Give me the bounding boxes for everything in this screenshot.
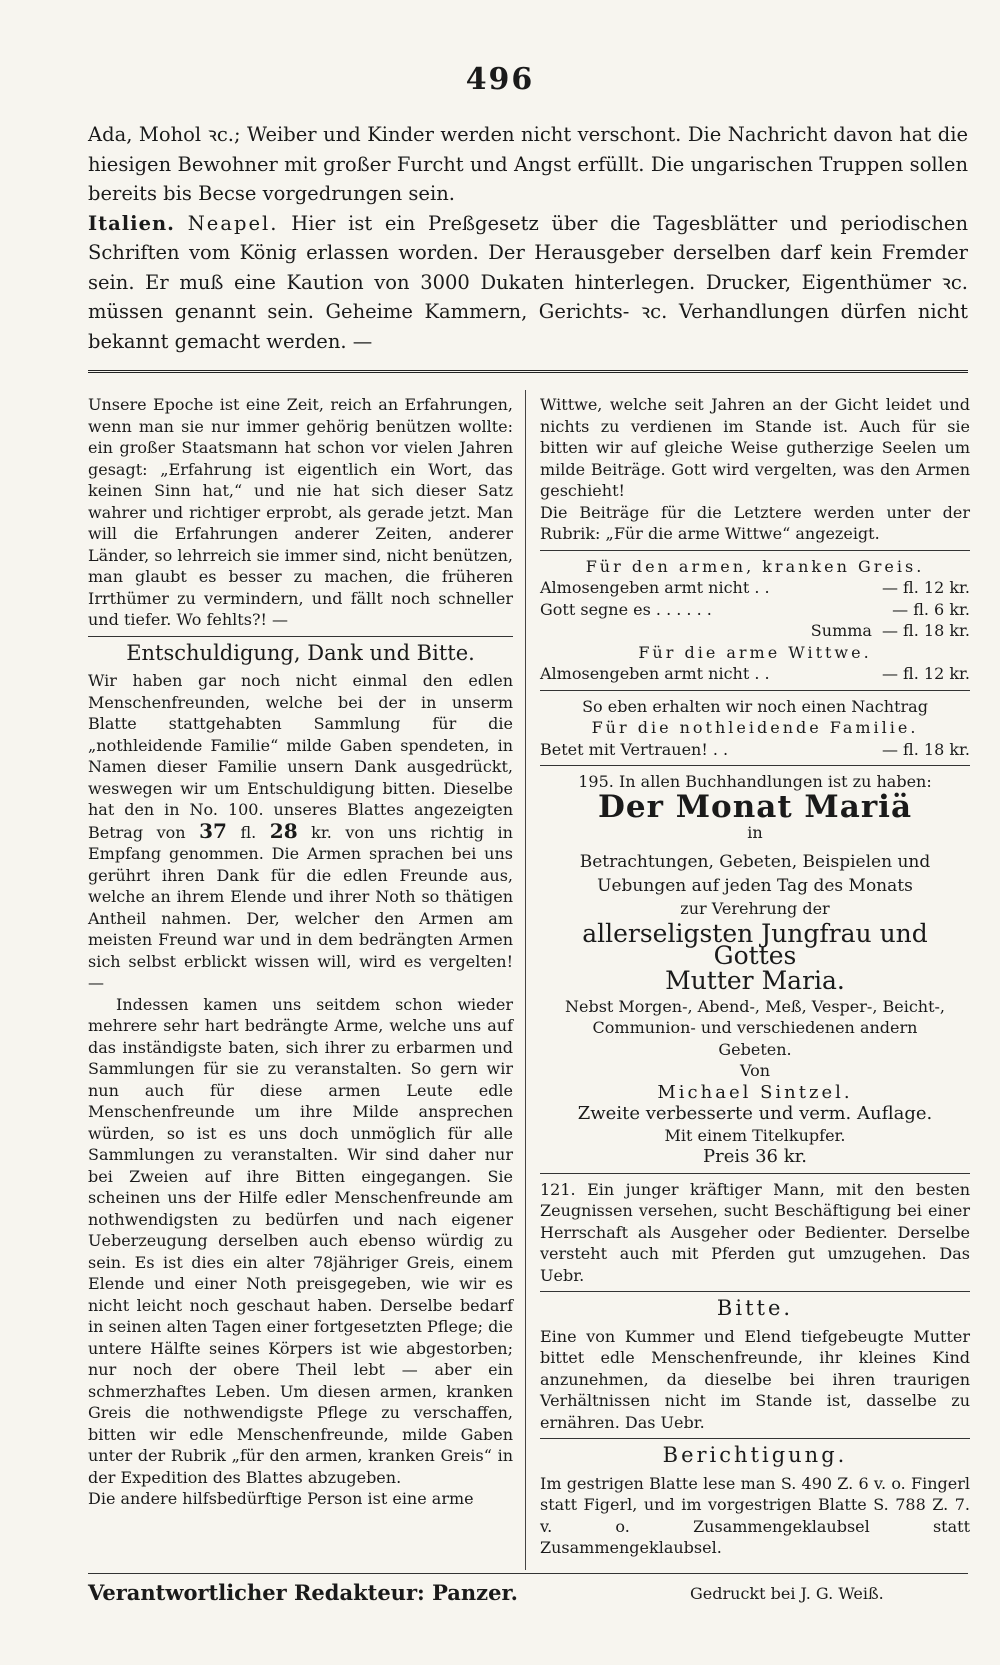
rule <box>540 550 970 551</box>
book-in: in <box>747 823 763 842</box>
book-von: Von <box>739 1061 771 1080</box>
apology-text-pre: Wir haben gar noch nicht einmal den edlen Menschenfreunden, welche bei der in unserm Blatte stattgehabten Sammlung für die „nothleidende Familie“ milde Gaben spendeten, in Namen dieser Familie unsern Dank ausgedrückt, weswegen wir um Entschuldigung bitten. Dieselbe hat den in No. 100. unseres Blattes angezeigten Betrag von <box>88 671 513 842</box>
apology-paragraph-2: Indessen kamen uns seitdem schon wieder mehrere sehr hart bedrängte Arme, welche uns auf das inständigste baten, sich ihrer zu erbarmen und Sammlungen für sie zu veranstalten. So gern wir nun auch für diese armen Leute edle Menschenfreunde um ihre Milde ansprechen würden, so ist es uns doch unmöglich für alle Sammlungen zu veranstalten. Wir sind daher nur bei Zweien auf ihre Bitten eingegangen. Sie scheinen uns der Hilfe edler Menschenfreunde am nothwendigsten zu bedürfen und nach eigener Ueberzeugung derselben auch ebenso würdig zu sein. Es ist dies ein alter 78jähriger Greis, einem Elende und einer Noth preisgegeben, wie wir es nicht leicht noch geschaut haben. Derselbe bedarf in seinen alten Tagen einer fortgesetzten Pflege; die untere Hälfte seines Körpers ist wie abgestorben; nur noch der obere Theil lebt — aber ein schmerzhaftes Leben. Um diesen armen, kranken Greis die nothwendigste Pflege zu verschaffen, bitten wir edle Menschenfreunde, milde Gaben unter der Rubrik „für den armen, kranken Greis“ in der Expedition des Blattes abzugeben. <box>88 994 513 1487</box>
apology-heading: Entschuldigung, Dank und Bitte. <box>126 640 475 665</box>
book-price: Preis 36 kr. <box>703 1146 807 1167</box>
rule <box>88 636 513 637</box>
fl-label: fl. <box>240 822 257 842</box>
rule <box>540 690 970 691</box>
book-title: Der Monat Mariä <box>597 788 913 825</box>
section-divider <box>88 370 968 373</box>
donation-row: Betet mit Vertrauen! . . — fl. 18 kr. <box>540 739 970 759</box>
donation-row: Almosengeben armt nicht . . — fl. 12 kr. <box>540 664 970 683</box>
berichtigung-heading: Berichtigung. <box>662 1443 848 1467</box>
editor-line: Verantwortlicher Redakteur: Panzer. <box>88 1580 518 1605</box>
apology-text-post: kr. von uns richtig in Empfang genommen. Die Armen sprachen bei uns gerührt ihren Dank für die edlen Freunde aus, welche an ihrem Elende und ihrer Noth so thätigen Antheil nahmen. Der, welcher den Armen am meisten Freund war und in dem bedrängten Armen sich selbst erblickt wissen will, wird es vergelten! — <box>88 822 513 992</box>
sum-row: Summa — fl. 18 kr. <box>810 621 970 640</box>
wittwe-heading: Für die arme Wittwe. <box>638 642 872 662</box>
country-heading: Italien. <box>88 211 175 235</box>
book-main-line-2: Mutter Maria. <box>665 966 845 995</box>
book-subtitle-2: zur Verehrung der <box>680 898 830 918</box>
nachtrag-line: So eben erhalten wir noch einen Nachtrag <box>582 696 928 716</box>
bitte-heading: Bitte. <box>716 1296 794 1320</box>
book-subtitle-1: Betrachtungen, Gebeten, Beispielen und Uebungen auf jeden Tag des Monats <box>579 851 931 896</box>
familie-heading: Für die nothleidende Familie. <box>591 718 919 737</box>
book-kupfer: Mit einem Titelkupfer. <box>664 1125 846 1145</box>
footer-rule <box>88 1573 968 1574</box>
epoch-paragraph: Unsere Epoche ist eine Zeit, reich an Erfahrungen, wenn man sie nur immer gehörig benützen wollte: ein großer Staatsmann hat schon vor vielen Jahren gesagt: „Erfahrung ist eigentlich ein Wort, das keinen Sinn hat,“ und nie hat sich dieser Satz wahrer und richtiger erprobt, als gerade jetzt. Man will die Erfahrungen anderer Zeiten, anderer Länder, so lehrreich sie immer sind, nicht benützen, man glaubt es besser zu machen, die früheren Irrthümer zu vermindern, und fällt noch schneller und tiefer. Wo fehlts?! — <box>88 395 513 629</box>
page-number: 496 <box>465 62 535 97</box>
city-heading: Neapel. <box>187 211 279 235</box>
rule <box>540 765 970 766</box>
top-article-text-b <box>88 209 968 357</box>
greis-heading: Für den armen, kranken Greis. <box>585 556 925 576</box>
printer-line: Gedruckt bei J. G. Weiß. <box>690 1584 884 1603</box>
book-author: Michael Sintzel. <box>657 1081 853 1103</box>
apology-paragraph-1 <box>88 670 513 994</box>
apology-paragraph-3: Die andere hilfsbedürftige Person ist eine arme <box>88 1489 474 1508</box>
donation-row: Gott segne es . . . . . . — fl. 6 kr. <box>540 599 970 619</box>
ad-121: 121. Ein junger kräftiger Mann, mit den besten Zeugnissen versehen, sucht Beschäftigung bei einer Herrschaft als Ausgeher oder Bedienter. Derselbe versteht auch mit Pferden gut umzugehen. Das Uebr. <box>540 1179 970 1285</box>
book-edition: Zweite verbesserte und verm. Auflage. <box>577 1103 933 1124</box>
top-article <box>88 120 968 356</box>
right-column <box>540 394 970 1559</box>
ad-195-intro: 195. In allen Buchhandlungen ist zu haben: <box>578 772 932 791</box>
amount-fl: 37 <box>199 818 227 843</box>
amount-kr: 28 <box>269 818 298 843</box>
contrib-paragraph: Die Beiträge für die Letztere werden unter der Rubrik: „Für die arme Wittwe“ angezeigt. <box>540 502 970 543</box>
press-law-text: Hier ist ein Preßgesetz über die Tagesblätter und periodischen Schriften vom König erlassen worden. Der Herausgeber derselben darf kein Fremder sein. Er muß eine Kaution von 3000 Dukaten hinterlegen. Drucker, Eigenthümer ꝛc. müssen genannt sein. Geheime Kammern, Gerichts- ꝛc. Verhandlungen dürfen nicht bekannt gemacht werden. — <box>88 211 969 353</box>
donation-row: Almosengeben armt nicht . . — fl. 12 kr. <box>540 578 970 597</box>
top-article-text-a: Ada, Mohol ꝛc.; Weiber und Kinder werden nicht verschont. Die Nachricht davon hat die hiesigen Bewohner mit großer Furcht und Angst erfüllt. Die ungarischen Truppen sollen bereits bis Becse vorgedrungen sein. <box>88 123 968 205</box>
widow-paragraph: Wittwe, welche seit Jahren an der Gicht leidet und nichts zu verdienen im Stande ist. Auch für sie bitten wir auf gleiche Weise gutherzige Seelen um milde Beiträge. Gott wird vergelten, was den Armen geschieht! <box>540 395 970 500</box>
book-main-line-1: allerseligsten Jungfrau und Gottes <box>582 919 928 970</box>
book-subtitle-3: Nebst Morgen-, Abend-, Meß, Vesper-, Beicht-, Communion- und verschiedenen andern Gebeten. <box>564 996 946 1059</box>
rule <box>540 1291 970 1292</box>
column-divider <box>525 390 526 1570</box>
rule <box>540 1438 970 1439</box>
bitte-paragraph: Eine von Kummer und Elend tiefgebeugte Mutter bittet edle Menschenfreunde, ihr kleines Kind anzunehmen, da dieselbe bei ihren traurigen Verhältnissen nicht im Stande ist, dasselbe zu ernähren. Das Uebr. <box>540 1326 970 1432</box>
left-column <box>88 394 513 1510</box>
rule <box>540 1173 970 1174</box>
berichtigung-paragraph: Im gestrigen Blatte lese man S. 490 Z. 6 v. o. Fingerl statt Figerl, und im vorgestrigen Blatte S. 788 Z. 7. v. o. Zusammengeklaubsel statt Zusammengeklaubsel. <box>540 1473 970 1557</box>
